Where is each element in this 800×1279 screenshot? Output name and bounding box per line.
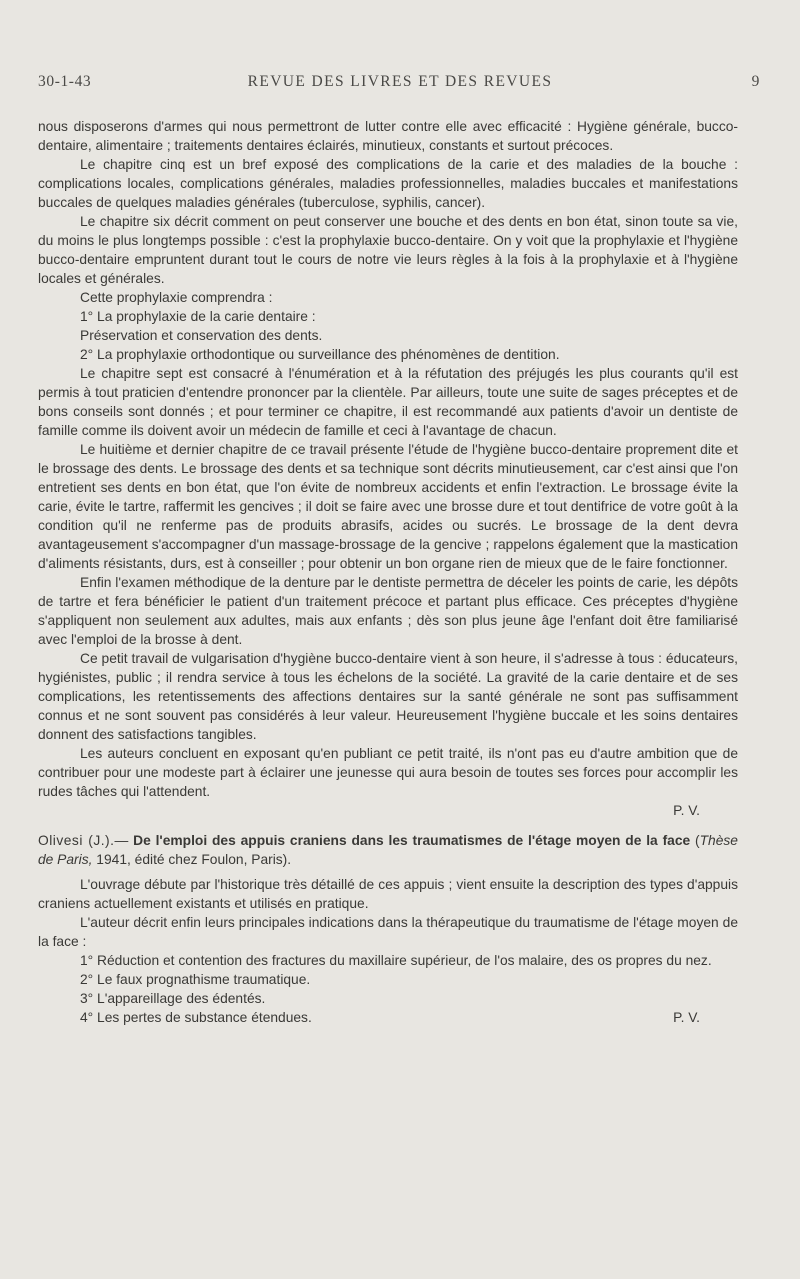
paragraph: L'auteur décrit enfin leurs principales indications dans la thérapeutique du traumatisme de l'étage moyen de la face : (38, 915, 738, 949)
review-source-details: 1941, édité chez Foulon, Paris). (96, 852, 292, 867)
list-item: 2° Le faux prognathisme traumatique. (80, 972, 311, 987)
paragraph: Le huitième et dernier chapitre de ce travail présente l'étude de l'hygiène bucco-dentaire proprement dite et le brossage des dents. Le brossage des dents et sa technique sont décrits minutieusement, car c'est ainsi que l'on entretient ses dents en bon état, que l'on évite de nombreux accidents et enfin l'extraction. Le brossage évite la carie, évite le tartre, raffermit les gencives ; il doit se faire avec une brosse dure et tout dentifrice de votre goût à la condition qu'il ne renferme pas de produits abrasifs, acides ou sucrés. Le brossage de la dent devra avantageusement s'accompagner d'un massage-brossage de la gencive ; rappelons également que la mastication d'aliments résistants, durs, est à conseiller ; pour obtenir un bon organe rien de mieux que de le faire fonctionner. (38, 442, 738, 571)
paragraph: Le chapitre sept est consacré à l'énumération et à la réfutation des préjugés les plus courants qu'il est permis à tout praticien d'entendre prononcer par la clientèle. Par ailleurs, toute une suite de sages préceptes et de bons conseils sont donnés ; et pour terminer ce chapitre, il est recommandé aux patients d'avoir un dentiste de famille comme ils doivent avoir un médecin de famille et ceci à l'avantage de chacun. (38, 366, 738, 438)
paragraph: nous disposerons d'armes qui nous permettront de lutter contre elle avec efficacité : Hygiène générale, bucco-dentaire, alimentaire ; traitements dentaires éclairés, minutieux, constants et surtout précoces. (38, 119, 738, 153)
paragraph: Ce petit travail de vulgarisation d'hygiène bucco-dentaire vient à son heure, il s'adresse à tous : éducateurs, hygiénistes, public ; il rendra service à tous les échelons de la société. La gravité de la carie dentaire et de ses complications, les retentissements des affections dentaires sur la santé générale ne sont pas suffisamment connus et ne sont souvent pas considérés à leur valeur. Heureusement l'hygiène buccale et les soins dentaires donnent des satisfactions tangibles. (38, 651, 738, 742)
signature: P. V. (673, 1010, 700, 1025)
review-heading: Olivesi (J.).— De l'emploi des appuis craniens dans les traumatismes de l'étage moyen de la face (Thèse de Paris, 1941, édité chez Foulon, Paris). (38, 833, 738, 867)
paragraph: Les auteurs concluent en exposant qu'en publiant ce petit traité, ils n'ont pas eu d'autre ambition que de contribuer pour une modeste part à éclairer une jeunesse qui aura besoin de toutes ses forces pour accomplir les rudes tâches qui l'attendent. (38, 746, 738, 799)
running-header (38, 73, 762, 97)
paragraph: Cette prophylaxie comprendra : (80, 290, 273, 305)
signature: P. V. (673, 803, 700, 818)
list-item: 1° Réduction et contention des fractures du maxillaire supérieur, de l'os malaire, des os propres du nez. (80, 953, 712, 968)
list-item: Préservation et conservation des dents. (80, 328, 323, 343)
article-body (38, 117, 738, 1027)
header-date: 30-1-43 (38, 73, 92, 90)
list-item: 4° Les pertes de substance étendues. (80, 1010, 312, 1025)
paragraph: Le chapitre cinq est un bref exposé des complications de la carie et des maladies de la bouche : complications locales, complications générales, maladies professionnelles, maladies buccales et manifestations buccales de quelques maladies générales (tuberculose, syphilis, cancer). (38, 157, 738, 210)
list-item: 2° La prophylaxie orthodontique ou surveillance des phénomènes de dentition. (80, 347, 560, 362)
review-dash: — (114, 833, 129, 848)
list-item: 3° L'appareillage des édentés. (80, 991, 266, 1006)
review-author: Olivesi (J.). (38, 833, 115, 848)
paragraph: Enfin l'examen méthodique de la denture par le dentiste permettra de déceler les points de carie, les dépôts de tartre et fera bénéficier le patient d'un traitement précoce et partant plus efficace. Ces préceptes d'hygiène s'appliquent non seulement aux adultes, mais aux enfants ; dès son plus jeune âge l'enfant doit être familiarisé avec l'emploi de la brosse à dent. (38, 575, 738, 647)
header-title: REVUE DES LIVRES ET DES REVUES (247, 73, 553, 90)
list-item: 1° La prophylaxie de la carie dentaire : (80, 309, 316, 324)
last-item-row (38, 1008, 738, 1027)
review-source: Thèse de Paris, (38, 833, 738, 867)
paragraph: Le chapitre six décrit comment on peut conserver une bouche et des dents en bon état, sinon toute sa vie, du moins le plus longtemps possible : c'est la prophylaxie bucco-dentaire. On y voit que la prophylaxie et l'hygiène bucco-dentaire empruntent durant tout le cours de notre vie leurs règles à la fois à la prophylaxie et à l'hygiène locales et générales. (38, 214, 738, 286)
review-title: De l'emploi des appuis craniens dans les traumatismes de l'étage moyen de la face (133, 833, 691, 848)
page-number: 9 (751, 73, 760, 90)
paragraph: L'ouvrage débute par l'historique très détaillé de ces appuis ; vient ensuite la description des types d'appuis craniens actuellement existants et utilisés en pratique. (38, 877, 738, 911)
